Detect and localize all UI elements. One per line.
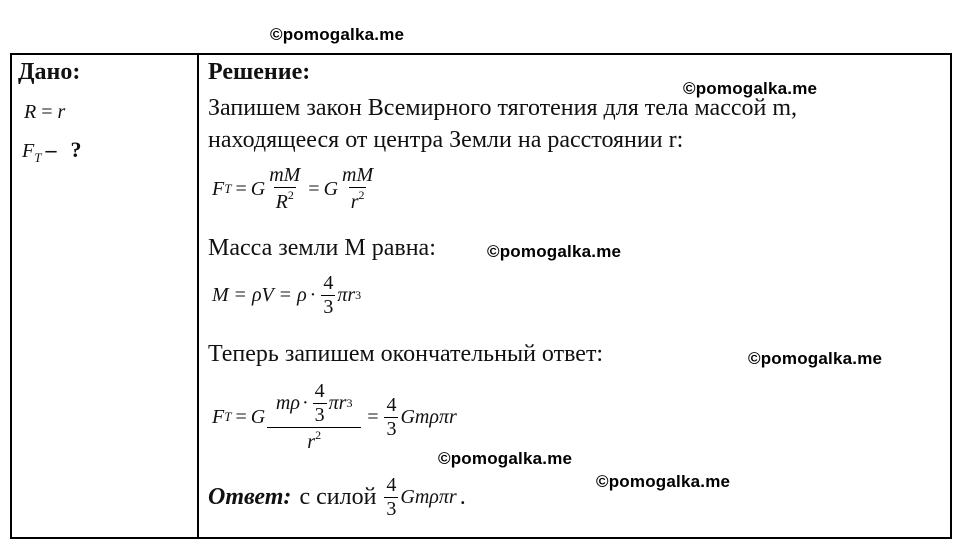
- problem-table: [10, 53, 952, 539]
- gravity-law-formula: F T = G $\frac{mM}{R^2}$ = G $\frac{mM}{r^2}$: [212, 164, 374, 213]
- watermark-5: ©pomogalka.me: [438, 449, 573, 468]
- mass-text: Масса земли М равна:: [208, 235, 436, 261]
- mass-formula: M = ρV = ρ · $\frac{4}{3}$ πr 3: [212, 272, 362, 318]
- given-heading: Дано:: [18, 59, 81, 85]
- given-radius: R = r: [24, 101, 66, 123]
- solution-line-2: находящееся от центра Земли на расстоянии r:: [208, 127, 684, 153]
- final-text: Теперь запишем окончательный ответ:: [208, 341, 604, 367]
- solution-line-1: Запишем закон Всемирного тяготения для тела массой m,: [208, 95, 798, 121]
- watermark-2: ©pomogalka.me: [683, 79, 818, 98]
- column-divider: [197, 55, 199, 537]
- solution-heading: Решение:: [208, 59, 311, 85]
- watermark-4: ©pomogalka.me: [748, 349, 883, 368]
- answer-line: Ответ: с силой $\frac{4}{3}$ Gmρπr .: [208, 474, 466, 520]
- watermark-1: ©pomogalka.me: [270, 25, 405, 44]
- final-formula: F T = G mρ · $\frac{4}{3}$ πr 3 $r^2$ = $\frac{4}{3}$ Gmρπr: [212, 380, 457, 453]
- watermark-6: ©pomogalka.me: [596, 472, 731, 491]
- given-force-question: $F_T$ – ?: [22, 137, 82, 165]
- watermark-3: ©pomogalka.me: [487, 242, 622, 261]
